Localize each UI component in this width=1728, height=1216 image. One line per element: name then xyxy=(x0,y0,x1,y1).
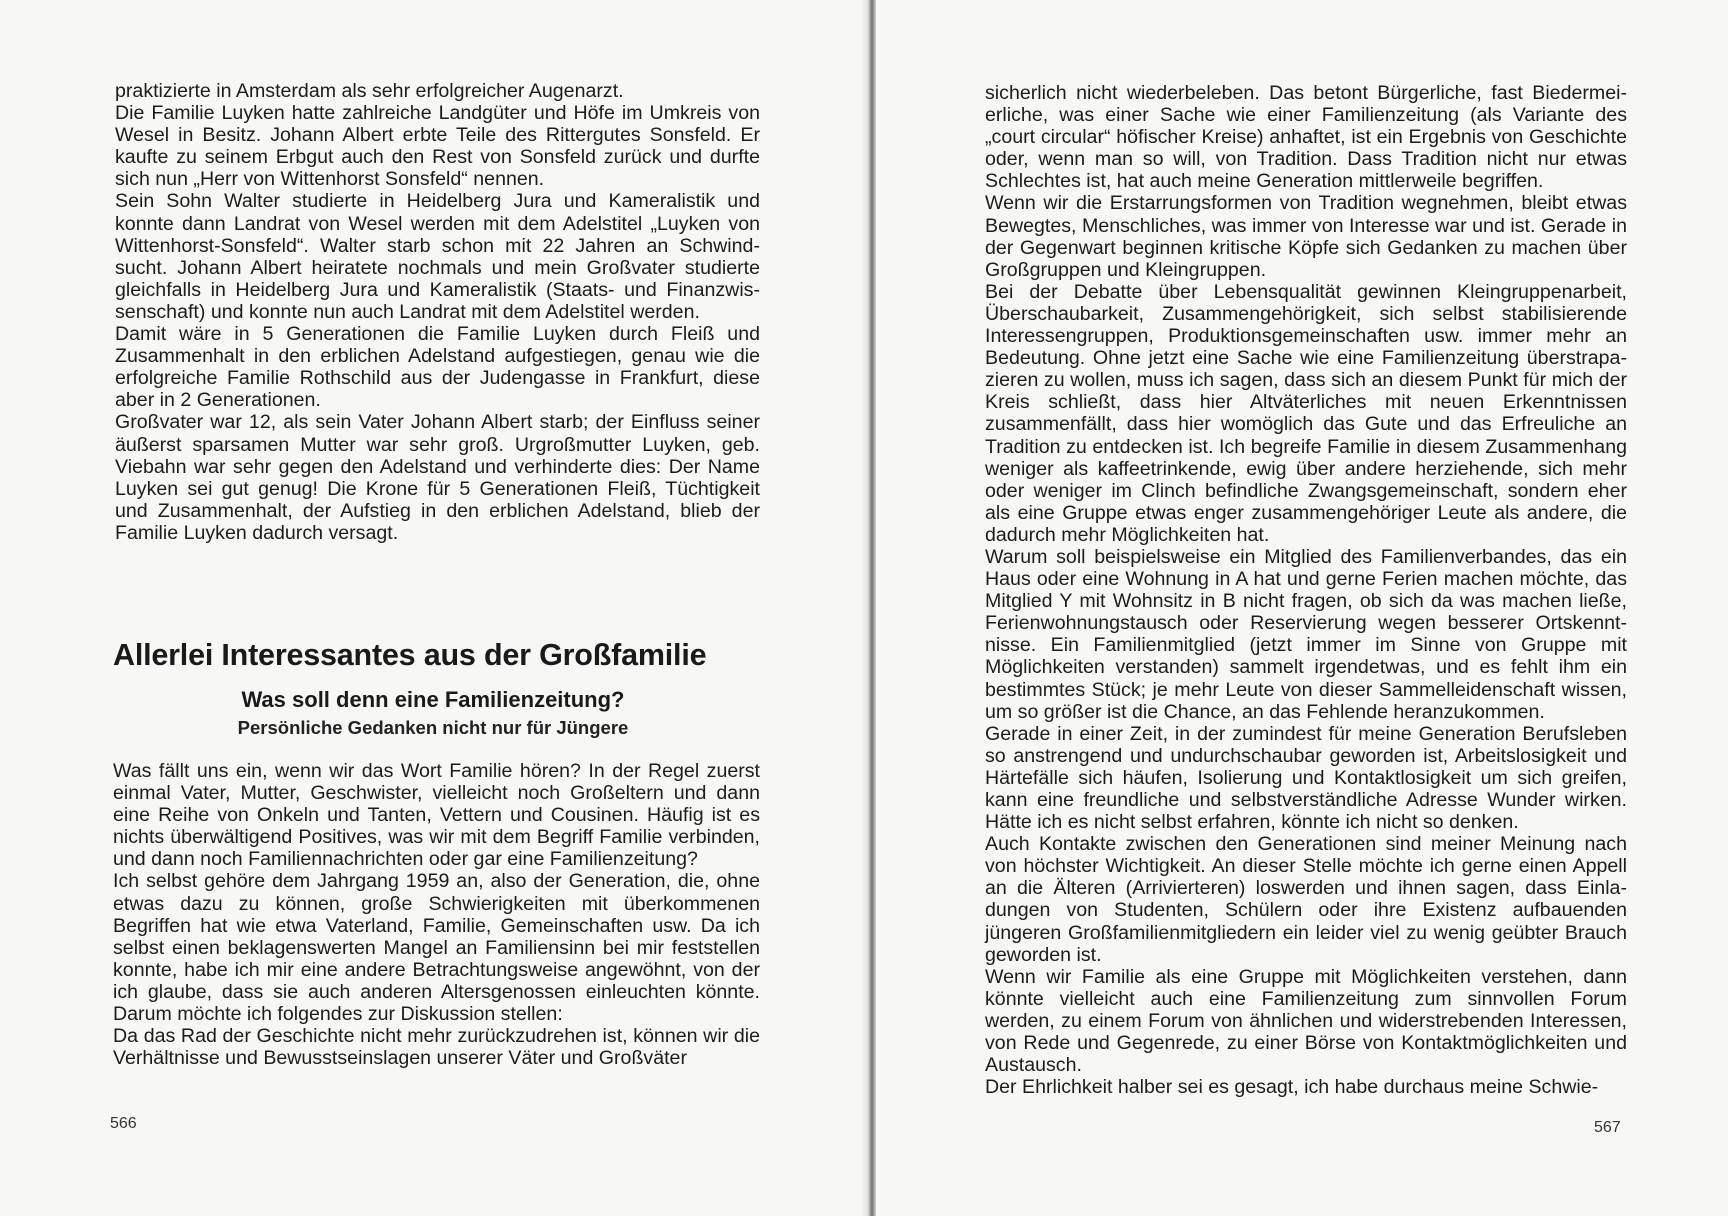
paragraph: Großvater war 12, als sein Vater Johann Albert starb; der Einfluss seiner äußerst sparsamen Mutter war sehr groß. Urgroßmutter Luyken, geb. Viebahn war sehr gegen den Adelstand und verhinderte dies: Der Name Luyken sei gut genug! Die Krone für 5 Generationen Fleiß, Tüchtigkeit und Zusammenhalt, der Aufstieg in den erblichen Adelstand, blieb der Familie Luyken dadurch versagt. xyxy=(115,411,760,544)
paragraph: Wenn wir die Erstarrungsformen von Tradition wegnehmen, bleibt etwas Bewegtes, Menschliches, was immer von Interesse war und ist. Gerade in der Gegenwart beginnen kritische Köpfe sich Gedanken zu machen über Großgruppen und Kleingruppen. xyxy=(985,192,1627,281)
left-bottom-text-column xyxy=(113,760,760,1069)
paragraph: Sein Sohn Walter studierte in Heidelberg Jura und Kameralistik und konnte dann Landrat von Wesel werden mit dem Adelstitel „Luyken von Wittenhorst-Sonsfeld“. Walter starb schon mit 22 Jahren an Schwindsucht. Johann Albert heiratete nochmals und mein Großvater studierte gleichfalls in Heidelberg Jura und Kameralistik (Staats- und Finanzwissenschaft) und konnte nun auch Landrat mit dem Adelstitel werden. xyxy=(115,190,760,323)
article-title: Was soll denn eine Familienzeitung? xyxy=(241,687,625,712)
paragraph: Gerade in einer Zeit, in der zumindest für meine Generation Berufsleben so anstrengend und undurchschaubar geworden ist, Arbeitslosigkeit und Härtefälle sich häufen, Isolierung und Kontaktlosigkeit um sich greifen, kann eine freundliche und selbstverständliche Adresse Wunder wirken. Hätte ich es nicht selbst erfahren, könnte ich nicht so denken. xyxy=(985,722,1627,834)
paragraph: Warum soll beispielsweise ein Mitglied des Familienverbandes, das ein Haus oder eine Wohnung in A hat und gerne Ferien machen möchte, das Mitglied Y mit Wohnsitz in B nicht fragen, ob sich da was machen ließe, Ferienwohnungstausch oder Reservierung wegen besserer Ortskenntnisse. Ein Familienmitglied (jetzt immer im Sinne von Gruppe mit Möglichkeiten verstanden) sammelt irgendetwas, und es fehlt ihm ein bestimmtes Stück; je mehr Leute von dieser Sammelleidenschaft wissen, um so größer ist die Chance, an das Fehlende heranzukommen. xyxy=(985,545,1627,723)
left-top-text-column xyxy=(115,80,760,544)
section-heading: Allerlei Interessantes aus der Großfamilie xyxy=(113,638,707,672)
paragraph: Was fällt uns ein, wenn wir das Wort Familie hören? In der Regel zuerst einmal Vater, Mutter, Geschwister, vielleicht noch Großeltern und dann eine Reihe von Onkeln und Tanten, Vettern und Cousinen. Häufig ist es nichts überwältigend Positives, was wir mit dem Begriff Familie verbinden, und dann noch Familiennachrichten oder gar eine Familienzeitung? xyxy=(113,760,760,871)
paragraph: Wenn wir Familie als eine Gruppe mit Möglichkeiten verstehen, dann könnte vielleicht auch eine Familienzeitung zum sinnvollen Forum werden, zu einem Forum von ähnlichen und widerstrebenden Interessen, von Rede und Gegenrede, zu einer Börse von Kontaktmöglichkeiten und Austausch. xyxy=(985,965,1627,1077)
paragraph: sicherlich nicht wiederbeleben. Das betont Bürgerliche, fast Biedermeierliche, was einer Sache wie einer Familienzeitung (als Variante des „court circular“ höfischer Kreise) anhaftet, ist ein Ergebnis von Geschichte oder, wenn man so will, von Tradition. Dass Tradition nicht nur etwas Schlechtes ist, hat auch meine Generation mittlerweile begriffen. xyxy=(985,82,1627,193)
article-subtitle: Persönliche Gedanken nicht nur für Jüngere xyxy=(237,717,629,738)
paragraph: Der Ehrlichkeit halber sei es gesagt, ich habe durchaus meine Schwie- xyxy=(985,1076,1599,1099)
paragraph: Damit wäre in 5 Generationen die Familie Luyken durch Fleiß und Zusammenhalt in den erblichen Adelstand aufgestiegen, genau wie die erfolgreiche Familie Rothschild aus der Judengasse in Frankfurt, diese aber in 2 Generationen. xyxy=(115,323,760,412)
paragraph: Auch Kontakte zwischen den Generationen sind meiner Meinung nach von höchster Wichtigkeit. An dieser Stelle möchte ich gerne einen Appell an die Älteren (Arrivierteren) loswerden und ihnen sagen, dass Einladungen von Studenten, Schülern oder ihre Existenz aufbauenden jüngeren Großfamilienmitgliedern ein leider viel zu wenig geübter Brauch geworden ist. xyxy=(985,833,1627,966)
right-text-column xyxy=(985,82,1627,1098)
paragraph: Die Familie Luyken hatte zahlreiche Landgüter und Höfe im Umkreis von Wesel in Besitz. Johann Albert erbte Teile des Rittergutes Sonsfeld. Er kaufte zu seinem Erbgut auch den Rest von Sonsfeld zurück und durfte sich nun „Herr von Wittenhorst Sonsfeld“ nennen. xyxy=(115,102,760,191)
page-number-left: 566 xyxy=(110,1115,137,1132)
paragraph: Da das Rad der Geschichte nicht mehr zurückzudrehen ist, können wir die Verhältnisse und Bewusstseinslagen unserer Väter und Großväter xyxy=(113,1025,760,1070)
page-number-right: 567 xyxy=(1594,1119,1621,1136)
paragraph: Ich selbst gehöre dem Jahrgang 1959 an, also der Generation, die, ohne etwas dazu zu können, große Schwierigkeiten mit überkommenen Begriffen hat wie etwa Vaterland, Familie, Gemeinschaften usw. Da ich selbst einen beklagenswerten Mangel an Familiensinn bei mir feststellen konnte, habe ich mir eine andere Betrachtungsweise angewöhnt, von der ich glaube, dass sie auch anderen Altersgenossen einleuchten könnte. Darum möchte ich folgendes zur Diskussion stellen: xyxy=(113,870,760,1026)
paragraph: Bei der Debatte über Lebensqualität gewinnen Kleingruppenarbeit, Überschaubarkeit, Zusammengehörigkeit, sich selbst stabilisierende Interessengruppen, Produktionsgemeinschaften usw. immer mehr an Bedeutung. Ohne jetzt eine Sache wie eine Familienzeitung überstrapazieren zu wollen, muss ich sagen, dass sich an diesem Punkt für mich der Kreis schließt, dass hier Altväterliches mit neuen Erkenntnissen zusammenfällt, dass hier womöglich das Gute und das Erfreuliche an Tradition zu entdecken ist. Ich begreife Familie in diesem Zusammenhang weniger als kaffeetrinkende, ewig über andere herziehende, sich mehr oder weniger im Clinch befindliche Zwangsgemeinschaft, sondern eher als eine Gruppe etwas enger zusammengehöriger Leute als andere, die dadurch mehr Möglichkeiten hat. xyxy=(985,280,1627,546)
paragraph: praktizierte in Amsterdam als sehr erfolgreicher Augenarzt. xyxy=(115,80,624,102)
